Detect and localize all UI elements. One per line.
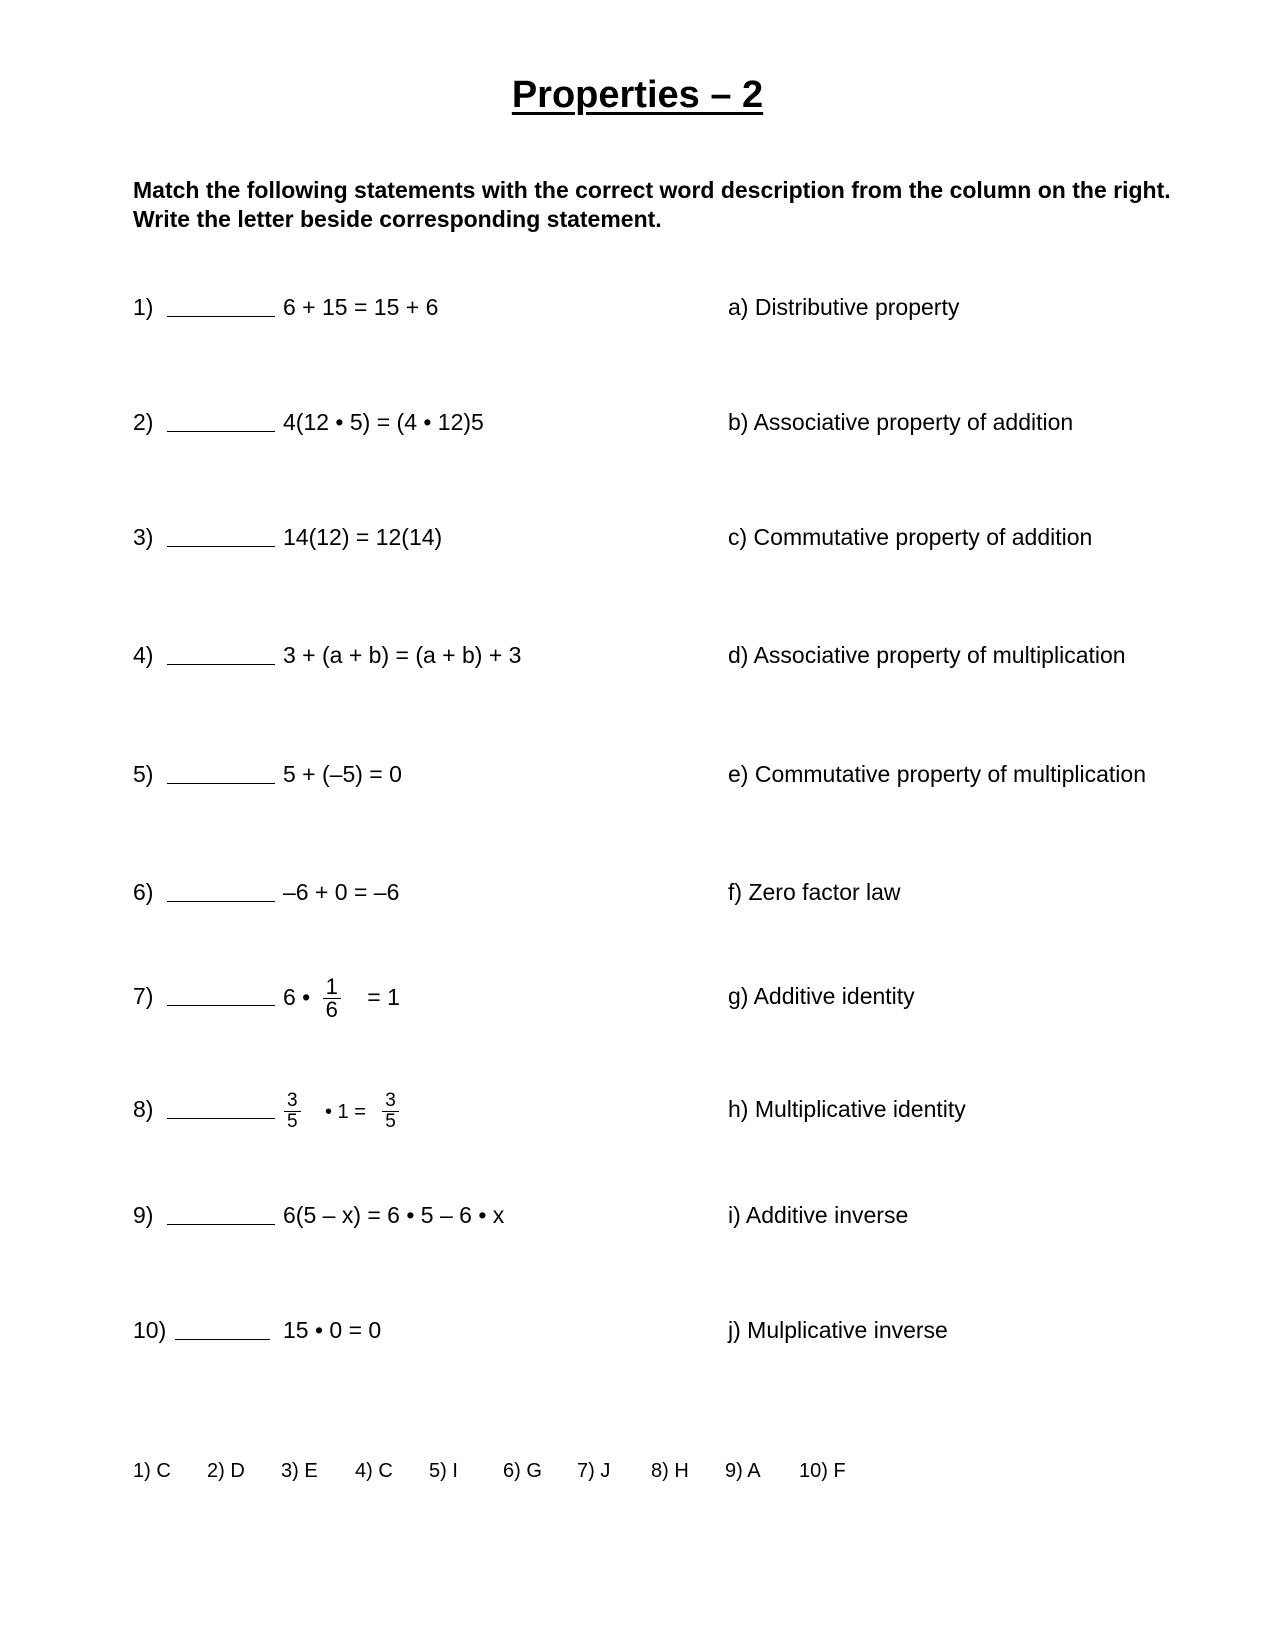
description-item: a) Distributive property (728, 294, 960, 320)
answer-key-item: 5) I (429, 1460, 458, 1482)
description-item: f) Zero factor law (728, 879, 901, 905)
answer-blank[interactable] (167, 879, 275, 902)
fraction (284, 1091, 301, 1132)
fraction-numerator: 1 (323, 976, 341, 999)
description-item: j) Mulplicative inverse (728, 1317, 948, 1343)
answer-key-item: 8) H (651, 1460, 689, 1482)
question-expression: 15 • 0 = 0 (283, 1317, 382, 1343)
answer-key-item: 2) D (207, 1460, 245, 1482)
question-expression: 5 + (–5) = 0 (283, 761, 402, 787)
fraction (382, 1091, 399, 1132)
answer-blank[interactable] (167, 642, 275, 665)
question-number: 7) (133, 983, 154, 1009)
instructions: Match the following statements with the correct word description from the column on the right. Write the letter beside corresponding statement. (133, 177, 1171, 232)
fraction-denominator: 5 (287, 1111, 298, 1133)
description-item: g) Additive identity (728, 983, 915, 1009)
question-number: 10) (133, 1317, 167, 1343)
expr-pre: 6 • (283, 984, 311, 1010)
answer-blank[interactable] (175, 1317, 270, 1340)
answer-blank[interactable] (167, 524, 275, 547)
fraction-numerator: 3 (284, 1091, 301, 1112)
description-item: c) Commutative property of addition (728, 524, 1093, 550)
answer-key-item: 9) A (725, 1460, 761, 1482)
answer-blank[interactable] (167, 1202, 275, 1225)
question-expression: 4(12 • 5) = (4 • 12)5 (283, 409, 484, 435)
question-number: 6) (133, 879, 154, 905)
question-number: 1) (133, 294, 154, 320)
question-number: 4) (133, 642, 154, 668)
answer-blank[interactable] (167, 1096, 275, 1119)
answer-blank[interactable] (167, 983, 275, 1006)
answer-key-item: 6) G (503, 1460, 542, 1482)
answer-key-item: 4) C (355, 1460, 393, 1482)
question-expression (283, 965, 400, 1029)
answer-key-item: 1) C (133, 1460, 171, 1482)
answer-key-item: 7) J (577, 1460, 611, 1482)
description-item: i) Additive inverse (728, 1202, 909, 1228)
answer-blank[interactable] (167, 761, 275, 784)
question-number: 2) (133, 409, 154, 435)
question-expression: 14(12) = 12(14) (283, 524, 443, 550)
question-expression: 6(5 – x) = 6 • 5 – 6 • x (283, 1202, 505, 1228)
question-number: 8) (133, 1096, 154, 1122)
question-expression: –6 + 0 = –6 (283, 879, 400, 905)
question-expression (278, 1078, 405, 1142)
question-expression: 3 + (a + b) = (a + b) + 3 (283, 642, 522, 668)
expr-post: = 1 (367, 984, 400, 1010)
description-item: d) Associative property of multiplication (728, 642, 1126, 668)
fraction-denominator: 5 (385, 1111, 396, 1133)
description-item: h) Multiplicative identity (728, 1096, 966, 1122)
answer-key-item: 10) F (799, 1460, 846, 1482)
page-title (0, 74, 1275, 117)
question-number: 3) (133, 524, 154, 550)
fraction (323, 976, 341, 1021)
description-item: e) Commutative property of multiplication (728, 761, 1146, 787)
fraction-denominator: 6 (325, 997, 338, 1023)
fraction-numerator: 3 (382, 1091, 399, 1112)
answer-key-item: 3) E (281, 1460, 318, 1482)
question-number: 9) (133, 1202, 154, 1228)
answer-blank[interactable] (167, 294, 275, 317)
title-text: Properties – 2 (511, 74, 764, 116)
expr-middle: • 1 = (324, 1101, 366, 1123)
question-number: 5) (133, 761, 154, 787)
answer-blank[interactable] (167, 409, 275, 432)
question-expression: 6 + 15 = 15 + 6 (283, 294, 439, 320)
description-item: b) Associative property of addition (728, 409, 1074, 435)
